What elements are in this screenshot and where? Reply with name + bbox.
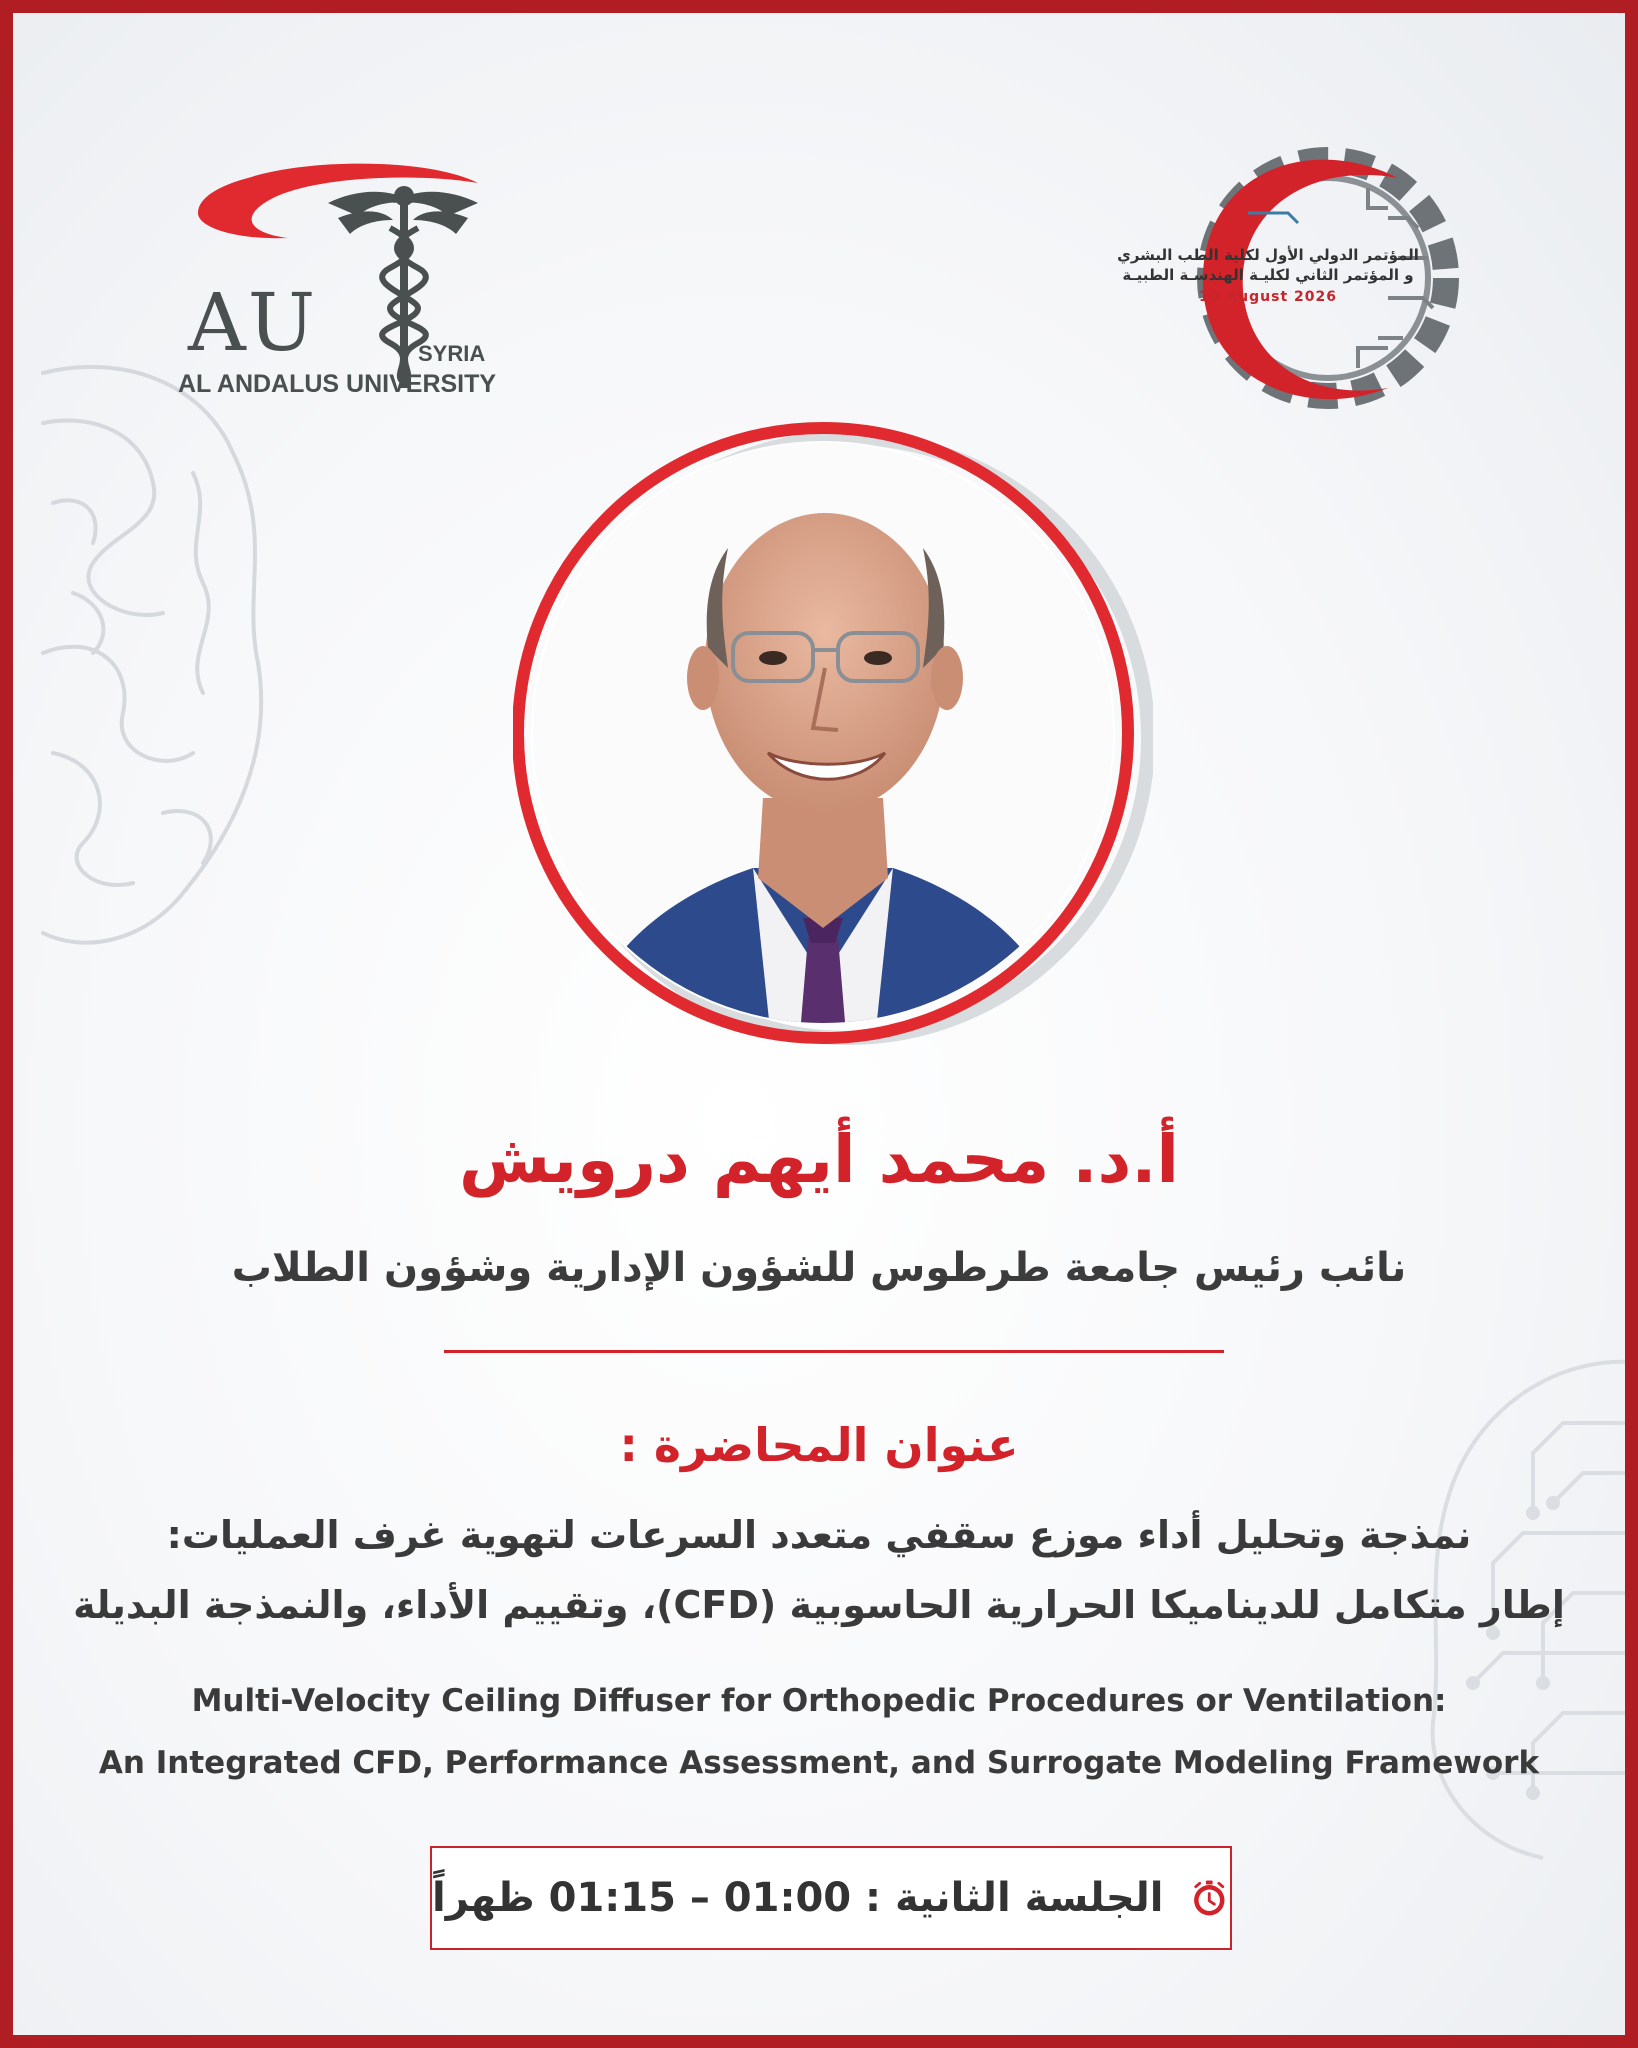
lecture-title-english-line1: Multi-Velocity Ceiling Diffuser for Orthopedic Procedures or Ventilation: bbox=[191, 1683, 1447, 1719]
speaker-photo bbox=[513, 418, 1153, 1058]
logo-mark: AU bbox=[188, 276, 318, 369]
lecture-heading: عنوان المحاضرة : bbox=[619, 1418, 1019, 1472]
clock-icon bbox=[1189, 1862, 1230, 1934]
session-time-text: الجلسة الثانية : 01:00 – 01:15 ظهراً bbox=[432, 1875, 1164, 1921]
lecture-title-arabic-line2: إطار متكامل للديناميكا الحرارية الحاسوبية (CFD)، وتقييم الأداء، والنمذجة البديلة bbox=[73, 1583, 1565, 1627]
speaker-name: أ.د. محمد أيهم درويش bbox=[458, 1121, 1180, 1198]
lecture-title-english-line2: An Integrated CFD, Performance Assessment, and Surrogate Modeling Framework bbox=[98, 1745, 1540, 1781]
brain-outline-decoration bbox=[33, 333, 273, 973]
conference-title-line2: و المؤتمر الثاني لكليـة الهندسـة الطبيـة bbox=[1122, 266, 1414, 284]
logo-country: SYRIA bbox=[418, 341, 486, 366]
speaker-photo-frame bbox=[513, 418, 1153, 1058]
logo-university-name: AL ANDALUS UNIVERSITY bbox=[178, 370, 497, 398]
conference-text bbox=[1108, 245, 1428, 305]
section-divider bbox=[444, 1350, 1224, 1353]
al-andalus-university-logo bbox=[178, 158, 518, 408]
session-time-box bbox=[430, 1846, 1232, 1950]
lecture-title-arabic-line1: نمذجة وتحليل أداء موزع سقفي متعدد السرعات لتهوية غرف العمليات: bbox=[166, 1513, 1472, 1557]
speaker-role: نائب رئيس جامعة طرطوس للشؤون الإدارية وشؤون الطلاب bbox=[231, 1245, 1407, 1291]
conference-date: 10 August 2026 bbox=[1198, 289, 1337, 305]
conference-title-line1: المؤتمر الدولي الأول لكلية الطب البشري bbox=[1117, 246, 1419, 264]
